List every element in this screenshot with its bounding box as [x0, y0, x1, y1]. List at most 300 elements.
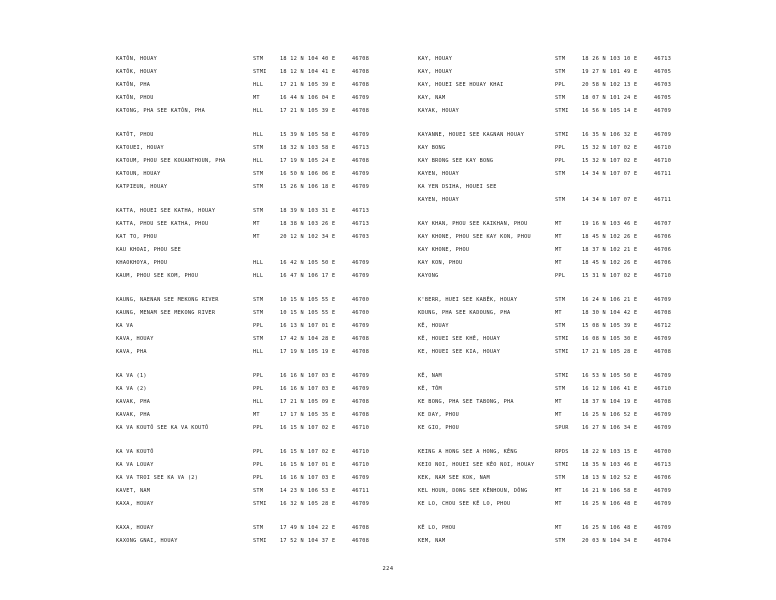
gazetteer-entry — [418, 168, 733, 181]
entry-name: KE GIO, PHOU — [418, 425, 460, 431]
entry-map-code: 46708 — [352, 336, 370, 342]
entry-longitude: 106 34 E — [610, 425, 638, 431]
entry-map-code: 46708 — [352, 349, 370, 355]
entry-type: STM — [555, 538, 566, 544]
entry-map-code: 46709 — [352, 501, 370, 507]
entry-type: PPL — [253, 386, 264, 392]
gazetteer-entry — [418, 218, 733, 231]
entry-type: STM — [555, 323, 566, 329]
entry-map-code: 46713 — [352, 221, 370, 227]
entry-type: STMI — [253, 69, 267, 75]
entry-longitude: 106 52 E — [610, 412, 638, 418]
entry-name: KAU KHOAI, PHOU SEE — [116, 247, 182, 253]
entry-latitude: 18 35 N — [582, 462, 606, 468]
entry-map-code: 46713 — [352, 145, 370, 151]
entry-group — [116, 53, 431, 118]
gazetteer-entry — [418, 244, 733, 257]
gazetteer-entry — [418, 231, 733, 244]
entry-group — [418, 294, 733, 359]
entry-type: STM — [253, 310, 264, 316]
entry-longitude: 107 03 E — [308, 373, 336, 379]
entry-type: STMI — [555, 336, 569, 342]
entry-type: STMI — [555, 349, 569, 355]
entry-name: KAY KHAN, PHOU SEE KAIKHAN, PHOU — [418, 221, 528, 227]
entry-longitude: 103 46 E — [610, 221, 638, 227]
entry-latitude: 16 16 N — [280, 386, 304, 392]
entry-name: KATTA, PHOU SEE KATHA, PHOU — [116, 221, 209, 227]
gazetteer-entry — [418, 294, 733, 307]
entry-longitude: 105 14 E — [610, 108, 638, 114]
entry-latitude: 17 19 N — [280, 158, 304, 164]
entry-name: KAYEN, HOUAY — [418, 197, 460, 203]
entry-map-code: 46711 — [654, 171, 672, 177]
gazetteer-entry — [116, 472, 431, 485]
entry-type: STM — [253, 488, 264, 494]
gazetteer-entry — [418, 307, 733, 320]
entry-map-code: 46709 — [654, 336, 672, 342]
entry-map-code: 46700 — [654, 449, 672, 455]
entry-type: STM — [555, 171, 566, 177]
entry-name: KAY, HOUAY — [418, 56, 453, 62]
entry-latitude: 18 38 N — [280, 221, 304, 227]
entry-latitude: 15 39 N — [280, 132, 304, 138]
entry-type: HLL — [253, 273, 264, 279]
entry-longitude: 107 01 E — [308, 462, 336, 468]
entry-name: K'BERR, HUEI SEE KABÊK, HOUAY — [418, 297, 518, 303]
gazetteer-entry — [116, 320, 431, 333]
entry-latitude: 16 12 N — [582, 386, 606, 392]
entry-name: KA VA (2) — [116, 386, 147, 392]
gazetteer-entry — [116, 129, 431, 142]
gazetteer-entry — [116, 307, 431, 320]
entry-name: KATPIEUN, HOUAY — [116, 184, 168, 190]
entry-type: MT — [555, 221, 562, 227]
entry-group — [418, 370, 733, 435]
entry-type: STM — [253, 184, 264, 190]
entry-longitude: 106 04 E — [308, 95, 336, 101]
entry-longitude: 102 34 E — [308, 234, 336, 240]
entry-latitude: 16 21 N — [582, 488, 606, 494]
entry-group — [116, 370, 431, 435]
entry-longitude: 105 39 E — [308, 108, 336, 114]
entry-latitude: 15 32 N — [582, 158, 606, 164]
entry-type: HLL — [253, 108, 264, 114]
entry-latitude: 15 08 N — [582, 323, 606, 329]
entry-name: KHAOKHOYA, PHOU — [116, 260, 168, 266]
gazetteer-entry — [418, 422, 733, 435]
entry-latitude: 15 26 N — [280, 184, 304, 190]
entry-latitude: 16 25 N — [582, 501, 606, 507]
gazetteer-entry — [418, 129, 733, 142]
entry-longitude: 103 31 E — [308, 208, 336, 214]
entry-name: KAY BONG — [418, 145, 446, 151]
entry-map-code: 46710 — [654, 386, 672, 392]
entry-name: KAT TO, PHOU — [116, 234, 158, 240]
entry-latitude: 17 21 N — [582, 349, 606, 355]
gazetteer-entry — [116, 383, 431, 396]
entry-name: KDUNG, PHA SEE KADOUNG, PHA — [418, 310, 511, 316]
entry-name: KAUM, PHOU SEE KOM, PHOU — [116, 273, 199, 279]
entry-latitude: 16 25 N — [582, 525, 606, 531]
entry-latitude: 16 15 N — [280, 449, 304, 455]
entry-latitude: 16 47 N — [280, 273, 304, 279]
entry-type: STM — [555, 475, 566, 481]
entry-latitude: 16 25 N — [582, 412, 606, 418]
entry-map-code: 46707 — [654, 221, 672, 227]
entry-map-code: 46709 — [654, 108, 672, 114]
entry-type: HLL — [253, 349, 264, 355]
entry-type: STM — [555, 297, 566, 303]
entry-type: STM — [253, 171, 264, 177]
entry-name: KÊ, NAM — [418, 373, 442, 379]
entry-type: STM — [253, 336, 264, 342]
entry-map-code: 46709 — [654, 132, 672, 138]
entry-type: SPUR — [555, 425, 569, 431]
entry-longitude: 101 49 E — [610, 69, 638, 75]
entry-group — [116, 294, 431, 359]
entry-longitude: 107 03 E — [308, 475, 336, 481]
gazetteer-entry — [116, 205, 431, 218]
entry-longitude: 107 02 E — [610, 158, 638, 164]
gazetteer-entry — [116, 244, 431, 257]
entry-map-code: 46708 — [352, 525, 370, 531]
entry-map-code: 46708 — [352, 56, 370, 62]
entry-latitude: 16 13 N — [280, 323, 304, 329]
gazetteer-entry — [418, 370, 733, 383]
gazetteer-entry — [418, 396, 733, 409]
entry-longitude: 106 18 E — [308, 184, 336, 190]
entry-type: STMI — [253, 501, 267, 507]
entry-type: PPL — [253, 475, 264, 481]
gazetteer-entry — [418, 142, 733, 155]
entry-type: STM — [555, 197, 566, 203]
entry-map-code: 46709 — [352, 171, 370, 177]
entry-map-code: 46710 — [654, 145, 672, 151]
entry-latitude: 18 45 N — [582, 234, 606, 240]
entry-name: KA YEN DSIHA, HOUEI SEE — [418, 184, 497, 190]
entry-latitude: 16 15 N — [280, 462, 304, 468]
gazetteer-entry — [116, 409, 431, 422]
gazetteer-entry — [418, 270, 733, 283]
entry-longitude: 105 55 E — [308, 297, 336, 303]
entry-type: MT — [555, 525, 562, 531]
gazetteer-entry — [418, 92, 733, 105]
entry-map-code: 46710 — [352, 425, 370, 431]
entry-map-code: 46709 — [352, 273, 370, 279]
entry-longitude: 106 41 E — [610, 386, 638, 392]
entry-latitude: 16 08 N — [582, 336, 606, 342]
entry-latitude: 18 07 N — [582, 95, 606, 101]
entry-map-code: 46709 — [654, 501, 672, 507]
gazetteer-entry — [116, 168, 431, 181]
gazetteer-entry — [116, 485, 431, 498]
gazetteer-entry — [418, 485, 733, 498]
entry-type: STMI — [555, 108, 569, 114]
entry-longitude: 106 21 E — [610, 297, 638, 303]
entry-latitude: 14 23 N — [280, 488, 304, 494]
gazetteer-entry — [418, 333, 733, 346]
entry-name: KÊ, TÔM — [418, 386, 442, 392]
entry-name: KAYEN, HOUAY — [418, 171, 460, 177]
gazetteer-entry — [418, 320, 733, 333]
entry-latitude: 16 35 N — [582, 132, 606, 138]
entry-longitude: 104 28 E — [308, 336, 336, 342]
entry-name: KÊ, HOUEI SEE KHÊ, HOUAY — [418, 336, 501, 342]
entry-type: STMI — [253, 538, 267, 544]
entry-map-code: 46709 — [654, 297, 672, 303]
entry-name: KATÔN, PHOU — [116, 95, 154, 101]
entry-group — [116, 205, 431, 283]
entry-name: KATOUM, PHOU SEE KOUANTHOUN, PHA — [116, 158, 226, 164]
entry-type: MT — [555, 234, 562, 240]
entry-map-code: 46709 — [352, 475, 370, 481]
entry-map-code: 46708 — [352, 399, 370, 405]
entry-longitude: 105 35 E — [308, 412, 336, 418]
entry-longitude: 103 10 E — [610, 56, 638, 62]
entry-longitude: 106 58 E — [610, 488, 638, 494]
gazetteer-entry — [418, 498, 733, 511]
entry-latitude: 16 56 N — [582, 108, 606, 114]
entry-longitude: 105 39 E — [308, 82, 336, 88]
entry-latitude: 17 21 N — [280, 82, 304, 88]
gazetteer-entry — [116, 294, 431, 307]
entry-map-code: 46713 — [654, 56, 672, 62]
entry-latitude: 17 21 N — [280, 108, 304, 114]
gazetteer-entry — [116, 446, 431, 459]
entry-latitude: 20 12 N — [280, 234, 304, 240]
entry-name: KATONG, PHA SEE KATÔN, PHA — [116, 108, 206, 114]
entry-name: KATOUEI, HOUAY — [116, 145, 164, 151]
entry-name: KAY, NAM — [418, 95, 446, 101]
entry-name: KAVA, HOUAY — [116, 336, 154, 342]
entry-map-code: 46709 — [352, 373, 370, 379]
entry-map-code: 46713 — [352, 208, 370, 214]
entry-longitude: 106 48 E — [610, 501, 638, 507]
entry-type: PPL — [253, 425, 264, 431]
entry-latitude: 16 50 N — [280, 171, 304, 177]
entry-type: HLL — [253, 158, 264, 164]
entry-latitude: 16 16 N — [280, 373, 304, 379]
entry-map-code: 46704 — [654, 538, 672, 544]
gazetteer-entry — [116, 370, 431, 383]
entry-longitude: 102 26 E — [610, 234, 638, 240]
entry-type: STM — [253, 208, 264, 214]
entry-longitude: 103 58 E — [308, 145, 336, 151]
entry-type: PPL — [555, 145, 566, 151]
entry-map-code: 46710 — [352, 449, 370, 455]
entry-latitude: 17 49 N — [280, 525, 304, 531]
entry-latitude: 16 42 N — [280, 260, 304, 266]
gazetteer-entry — [418, 346, 733, 359]
entry-map-code: 46708 — [352, 538, 370, 544]
entry-longitude: 107 01 E — [308, 323, 336, 329]
entry-longitude: 104 42 E — [610, 310, 638, 316]
entry-map-code: 46708 — [352, 69, 370, 75]
entry-name: KEING A HONG SEE A HONG, KÊNG — [418, 449, 518, 455]
entry-name: KAUNG, NAENAN SEE MEKONG RIVER — [116, 297, 219, 303]
entry-latitude: 18 30 N — [582, 310, 606, 316]
entry-group — [116, 522, 431, 548]
entry-type: STM — [555, 95, 566, 101]
right-column — [418, 53, 733, 559]
entry-longitude: 104 34 E — [610, 538, 638, 544]
entry-latitude: 18 37 N — [582, 399, 606, 405]
entry-map-code: 46709 — [352, 95, 370, 101]
entry-type: STMI — [555, 462, 569, 468]
entry-longitude: 105 39 E — [610, 323, 638, 329]
entry-longitude: 105 50 E — [610, 373, 638, 379]
entry-latitude: 19 27 N — [582, 69, 606, 75]
entry-longitude: 105 58 E — [308, 132, 336, 138]
entry-map-code: 46706 — [654, 260, 672, 266]
gazetteer-entry — [116, 396, 431, 409]
entry-name: KAYANNE, HOUEI SEE KAGNAN HOUAY — [418, 132, 525, 138]
entry-type: MT — [253, 221, 260, 227]
entry-type: MT — [253, 95, 260, 101]
entry-name: KAY, HOUAY — [418, 69, 453, 75]
gazetteer-entry — [418, 409, 733, 422]
entry-type: PPL — [253, 449, 264, 455]
gazetteer-entry — [116, 181, 431, 194]
entry-map-code: 46711 — [654, 197, 672, 203]
entry-type: HLL — [253, 132, 264, 138]
gazetteer-entry — [116, 155, 431, 168]
entry-latitude: 18 12 N — [280, 56, 304, 62]
entry-name: KA VA KOUTÔ SEE KA VA KOUTÔ — [116, 425, 209, 431]
entry-latitude: 18 13 N — [582, 475, 606, 481]
gazetteer-entry — [418, 383, 733, 396]
gazetteer-entry — [116, 459, 431, 472]
entry-latitude: 20 03 N — [582, 538, 606, 544]
entry-group — [116, 446, 431, 511]
left-column — [116, 53, 431, 559]
entry-name: KA VA TROI SEE KA VA (2) — [116, 475, 199, 481]
entry-map-code: 46709 — [352, 260, 370, 266]
entry-map-code: 46705 — [654, 95, 672, 101]
entry-map-code: 46708 — [352, 158, 370, 164]
entry-type: MT — [253, 234, 260, 240]
entry-name: KE, HOUEI SEE KIA, HOUAY — [418, 349, 501, 355]
entry-longitude: 103 26 E — [308, 221, 336, 227]
entry-longitude: 101 24 E — [610, 95, 638, 101]
entry-type: PPL — [253, 323, 264, 329]
gazetteer-entry — [116, 270, 431, 283]
entry-longitude: 102 21 E — [610, 247, 638, 253]
entry-latitude: 16 24 N — [582, 297, 606, 303]
entry-longitude: 106 32 E — [610, 132, 638, 138]
entry-map-code: 46706 — [654, 475, 672, 481]
entry-latitude: 18 32 N — [280, 145, 304, 151]
entry-name: KAXA, HOUAY — [116, 525, 154, 531]
entry-type: MT — [555, 412, 562, 418]
entry-longitude: 107 02 E — [610, 273, 638, 279]
entry-name: KAXONG GNAI, HOUAY — [116, 538, 178, 544]
entry-name: KAY BRONG SEE KAY BONG — [418, 158, 494, 164]
entry-name: KATTA, HOUEI SEE KATHA, HOUAY — [116, 208, 216, 214]
gazetteer-entry — [116, 79, 431, 92]
gazetteer-entry — [418, 535, 733, 548]
entry-latitude: 16 27 N — [582, 425, 606, 431]
entry-group — [418, 53, 733, 118]
entry-longitude: 107 02 E — [308, 425, 336, 431]
gazetteer-entry — [418, 53, 733, 66]
entry-latitude: 18 37 N — [582, 247, 606, 253]
gazetteer-entry — [116, 422, 431, 435]
entry-longitude: 105 50 E — [308, 260, 336, 266]
entry-latitude: 16 53 N — [582, 373, 606, 379]
entry-group — [116, 129, 431, 194]
gazetteer-entry — [418, 155, 733, 168]
entry-type: STM — [253, 525, 264, 531]
gazetteer-entry — [418, 79, 733, 92]
entry-name: KAYAK, HOUAY — [418, 108, 460, 114]
entry-latitude: 17 17 N — [280, 412, 304, 418]
entry-type: MT — [253, 412, 260, 418]
entry-map-code: 46709 — [352, 386, 370, 392]
entry-name: KATOUN, HOUAY — [116, 171, 161, 177]
entry-group — [418, 446, 733, 511]
entry-map-code: 46709 — [352, 184, 370, 190]
entry-map-code: 46708 — [654, 399, 672, 405]
entry-map-code: 46709 — [654, 525, 672, 531]
entry-type: MT — [555, 501, 562, 507]
entry-type: STM — [555, 56, 566, 62]
entry-longitude: 102 13 E — [610, 82, 638, 88]
entry-latitude: 10 15 N — [280, 297, 304, 303]
entry-longitude: 107 03 E — [308, 386, 336, 392]
entry-map-code: 46709 — [654, 425, 672, 431]
entry-name: KAVA, PHA — [116, 349, 147, 355]
entry-name: KAVAK, PHA — [116, 399, 151, 405]
entry-longitude: 107 02 E — [610, 145, 638, 151]
entry-longitude: 104 19 E — [610, 399, 638, 405]
entry-name: KA VA (1) — [116, 373, 147, 379]
entry-longitude: 107 07 E — [610, 171, 638, 177]
gazetteer-entry — [116, 105, 431, 118]
entry-longitude: 105 55 E — [308, 310, 336, 316]
entry-latitude: 15 32 N — [582, 145, 606, 151]
entry-name: KA VA LOUAY — [116, 462, 154, 468]
entry-latitude: 18 12 N — [280, 69, 304, 75]
entry-type: MT — [555, 247, 562, 253]
entry-type: STM — [253, 56, 264, 62]
entry-type: MT — [555, 260, 562, 266]
entry-type: PPL — [253, 462, 264, 468]
gazetteer-entry — [418, 181, 733, 194]
entry-latitude: 17 21 N — [280, 399, 304, 405]
entry-latitude: 18 45 N — [582, 260, 606, 266]
entry-name: KAVAK, PHA — [116, 412, 151, 418]
entry-name: KATÔN, PHA — [116, 82, 151, 88]
entry-longitude: 107 07 E — [610, 197, 638, 203]
entry-type: HLL — [253, 82, 264, 88]
entry-latitude: 19 16 N — [582, 221, 606, 227]
entry-name: KE DAY, PHOU — [418, 412, 460, 418]
entry-map-code: 46710 — [654, 158, 672, 164]
entry-name: KAUNG, MENAM SEE MEKONG RIVER — [116, 310, 216, 316]
entry-name: KE LO, CHOU SEE KÊ LO, PHOU — [418, 501, 511, 507]
entry-map-code: 46709 — [654, 373, 672, 379]
entry-type: PPL — [555, 82, 566, 88]
entry-longitude: 104 41 E — [308, 69, 336, 75]
entry-name: KEK, NAM SEE KOK, NAM — [418, 475, 490, 481]
entry-type: STM — [555, 69, 566, 75]
entry-name: KAYONG — [418, 273, 439, 279]
entry-map-code: 46709 — [352, 323, 370, 329]
entry-name: KAY KHONE, PHOU — [418, 247, 470, 253]
entry-latitude: 10 15 N — [280, 310, 304, 316]
gazetteer-entry — [116, 218, 431, 231]
